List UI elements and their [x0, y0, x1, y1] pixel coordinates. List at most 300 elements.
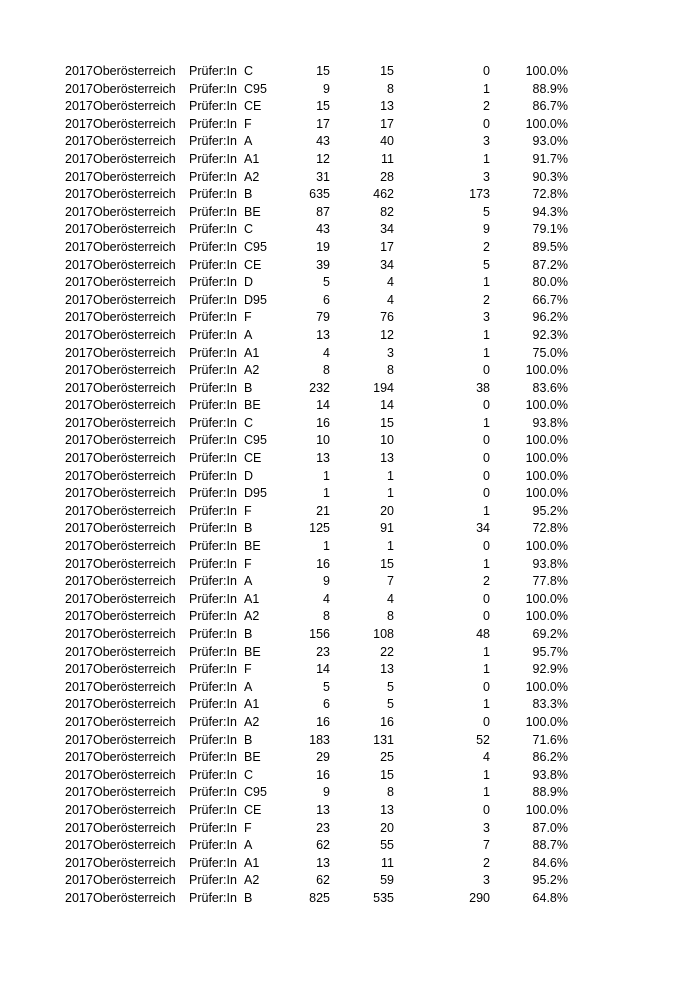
failed-count-cell: 0 [483, 398, 490, 413]
failed-count-cell: 1 [483, 785, 490, 800]
failed-count-cell: 1 [483, 556, 490, 571]
table-row [0, 239, 700, 257]
region-cell: Oberösterreich [93, 204, 176, 219]
pass-rate-cell: 100.0% [525, 433, 568, 448]
total-count-cell: 16 [316, 556, 330, 571]
table-row [0, 309, 700, 327]
license-class-cell: CE [244, 99, 262, 114]
failed-count-cell: 5 [483, 257, 490, 272]
pass-rate-cell: 69.2% [532, 627, 568, 641]
region-cell: Oberösterreich [93, 239, 176, 254]
total-count-cell: 8 [323, 609, 330, 624]
table-row [0, 591, 700, 609]
passed-count-cell: 194 [373, 380, 394, 395]
license-class-cell: D95 [244, 486, 267, 501]
failed-count-cell: 0 [483, 609, 490, 624]
region-cell: Oberösterreich [93, 750, 176, 765]
passed-count-cell: 13 [380, 99, 394, 114]
passed-count-cell: 4 [387, 275, 394, 290]
examiner-cell: Prüfer:In [189, 714, 237, 729]
failed-count-cell: 9 [483, 222, 490, 237]
region-cell: Oberösterreich [93, 275, 176, 290]
year-cell: 2017 [65, 662, 93, 677]
pass-rate-cell: 80.0% [532, 275, 568, 290]
year-cell: 2017 [65, 451, 93, 466]
license-class-cell: A1 [244, 697, 260, 712]
failed-count-cell: 173 [469, 187, 490, 202]
total-count-cell: 29 [316, 750, 330, 765]
license-class-cell: BE [244, 204, 261, 219]
pass-rate-cell: 88.7% [532, 838, 568, 853]
passed-count-cell: 76 [380, 310, 394, 325]
total-count-cell: 232 [309, 380, 330, 395]
year-cell: 2017 [65, 222, 93, 237]
passed-count-cell: 5 [387, 679, 394, 694]
region-cell: Oberösterreich [93, 151, 176, 166]
passed-count-cell: 20 [380, 820, 394, 835]
license-class-cell: BE [244, 398, 261, 413]
license-class-cell: C [244, 222, 254, 237]
license-class-cell: A1 [244, 591, 260, 606]
examiner-cell: Prüfer:In [189, 644, 237, 659]
examiner-cell: Prüfer:In [189, 609, 237, 624]
license-class-cell: C [244, 415, 254, 430]
passed-count-cell: 108 [373, 627, 394, 641]
failed-count-cell: 3 [483, 169, 490, 184]
examiner-cell: Prüfer:In [189, 838, 237, 853]
license-class-cell: C95 [244, 785, 267, 800]
failed-count-cell: 1 [483, 767, 490, 782]
license-class-cell: B [244, 890, 253, 905]
failed-count-cell: 0 [483, 433, 490, 448]
pass-rate-cell: 71.6% [532, 732, 568, 747]
examiner-cell: Prüfer:In [189, 556, 237, 571]
pass-rate-cell: 66.7% [532, 292, 568, 307]
examiner-cell: Prüfer:In [189, 81, 237, 96]
license-class-cell: B [244, 627, 253, 641]
pass-rate-cell: 64.8% [532, 890, 568, 905]
passed-count-cell: 1 [387, 468, 394, 483]
passed-count-cell: 13 [380, 451, 394, 466]
region-cell: Oberösterreich [93, 451, 176, 466]
examiner-cell: Prüfer:In [189, 539, 237, 554]
examiner-cell: Prüfer:In [189, 503, 237, 518]
total-count-cell: 12 [316, 151, 330, 166]
passed-count-cell: 12 [380, 327, 394, 342]
license-class-cell: B [244, 380, 253, 395]
total-count-cell: 19 [316, 239, 330, 254]
table-row [0, 432, 700, 450]
total-count-cell: 5 [323, 275, 330, 290]
total-count-cell: 17 [316, 116, 330, 131]
region-cell: Oberösterreich [93, 662, 176, 677]
table-row [0, 784, 700, 802]
table-row [0, 837, 700, 855]
examiner-cell: Prüfer:In [189, 310, 237, 325]
pass-rate-cell: 79.1% [532, 222, 568, 237]
failed-count-cell: 0 [483, 363, 490, 378]
pass-rate-cell: 93.0% [532, 134, 568, 149]
region-cell: Oberösterreich [93, 767, 176, 782]
total-count-cell: 1 [323, 486, 330, 501]
examiner-cell: Prüfer:In [189, 134, 237, 149]
failed-count-cell: 0 [483, 64, 490, 78]
total-count-cell: 156 [309, 627, 330, 641]
passed-count-cell: 13 [380, 662, 394, 677]
total-count-cell: 14 [316, 662, 330, 677]
year-cell: 2017 [65, 134, 93, 149]
pass-rate-cell: 100.0% [525, 363, 568, 378]
table-row [0, 608, 700, 626]
year-cell: 2017 [65, 81, 93, 96]
data-table [0, 63, 700, 908]
failed-count-cell: 1 [483, 151, 490, 166]
year-cell: 2017 [65, 363, 93, 378]
region-cell: Oberösterreich [93, 257, 176, 272]
region-cell: Oberösterreich [93, 292, 176, 307]
license-class-cell: BE [244, 644, 261, 659]
region-cell: Oberösterreich [93, 222, 176, 237]
table-row [0, 661, 700, 679]
passed-count-cell: 8 [387, 609, 394, 624]
total-count-cell: 15 [316, 99, 330, 114]
region-cell: Oberösterreich [93, 468, 176, 483]
table-row [0, 274, 700, 292]
total-count-cell: 5 [323, 679, 330, 694]
region-cell: Oberösterreich [93, 521, 176, 536]
region-cell: Oberösterreich [93, 820, 176, 835]
pass-rate-cell: 100.0% [525, 609, 568, 624]
year-cell: 2017 [65, 574, 93, 589]
pass-rate-cell: 72.8% [532, 521, 568, 536]
passed-count-cell: 40 [380, 134, 394, 149]
license-class-cell: A [244, 838, 253, 853]
region-cell: Oberösterreich [93, 732, 176, 747]
total-count-cell: 4 [323, 591, 330, 606]
table-row [0, 802, 700, 820]
pass-rate-cell: 88.9% [532, 81, 568, 96]
license-class-cell: F [244, 820, 252, 835]
passed-count-cell: 20 [380, 503, 394, 518]
total-count-cell: 23 [316, 644, 330, 659]
license-class-cell: A [244, 327, 253, 342]
total-count-cell: 825 [309, 890, 330, 905]
examiner-cell: Prüfer:In [189, 574, 237, 589]
region-cell: Oberösterreich [93, 380, 176, 395]
total-count-cell: 13 [316, 327, 330, 342]
total-count-cell: 183 [309, 732, 330, 747]
examiner-cell: Prüfer:In [189, 239, 237, 254]
examiner-cell: Prüfer:In [189, 116, 237, 131]
total-count-cell: 62 [316, 838, 330, 853]
region-cell: Oberösterreich [93, 116, 176, 131]
total-count-cell: 23 [316, 820, 330, 835]
license-class-cell: C [244, 767, 254, 782]
examiner-cell: Prüfer:In [189, 433, 237, 448]
year-cell: 2017 [65, 503, 93, 518]
pass-rate-cell: 87.0% [532, 820, 568, 835]
total-count-cell: 9 [323, 574, 330, 589]
pass-rate-cell: 90.3% [532, 169, 568, 184]
failed-count-cell: 2 [483, 855, 490, 870]
examiner-cell: Prüfer:In [189, 187, 237, 202]
license-class-cell: D [244, 468, 254, 483]
total-count-cell: 13 [316, 451, 330, 466]
failed-count-cell: 3 [483, 134, 490, 149]
total-count-cell: 10 [316, 433, 330, 448]
pass-rate-cell: 100.0% [525, 591, 568, 606]
pass-rate-cell: 94.3% [532, 204, 568, 219]
year-cell: 2017 [65, 169, 93, 184]
passed-count-cell: 11 [381, 151, 394, 166]
year-cell: 2017 [65, 380, 93, 395]
year-cell: 2017 [65, 257, 93, 272]
pass-rate-cell: 91.7% [532, 151, 568, 166]
table-row [0, 116, 700, 134]
total-count-cell: 13 [316, 855, 330, 870]
table-row [0, 767, 700, 785]
table-row [0, 520, 700, 538]
failed-count-cell: 1 [483, 345, 490, 360]
region-cell: Oberösterreich [93, 591, 176, 606]
year-cell: 2017 [65, 767, 93, 782]
examiner-cell: Prüfer:In [189, 451, 237, 466]
year-cell: 2017 [65, 116, 93, 131]
table-row [0, 63, 700, 81]
total-count-cell: 9 [323, 785, 330, 800]
failed-count-cell: 52 [476, 732, 490, 747]
pass-rate-cell: 100.0% [525, 451, 568, 466]
table-row [0, 732, 700, 750]
passed-count-cell: 59 [380, 873, 394, 888]
year-cell: 2017 [65, 838, 93, 853]
failed-count-cell: 2 [483, 292, 490, 307]
region-cell: Oberösterreich [93, 310, 176, 325]
passed-count-cell: 82 [380, 204, 394, 219]
region-cell: Oberösterreich [93, 398, 176, 413]
examiner-cell: Prüfer:In [189, 679, 237, 694]
region-cell: Oberösterreich [93, 539, 176, 554]
passed-count-cell: 13 [380, 802, 394, 817]
year-cell: 2017 [65, 521, 93, 536]
license-class-cell: F [244, 503, 252, 518]
pass-rate-cell: 86.7% [532, 99, 568, 114]
year-cell: 2017 [65, 486, 93, 501]
total-count-cell: 9 [323, 81, 330, 96]
failed-count-cell: 7 [483, 838, 490, 853]
failed-count-cell: 1 [483, 503, 490, 518]
failed-count-cell: 3 [483, 873, 490, 888]
passed-count-cell: 34 [380, 222, 394, 237]
failed-count-cell: 0 [483, 714, 490, 729]
failed-count-cell: 5 [483, 204, 490, 219]
region-cell: Oberösterreich [93, 679, 176, 694]
license-class-cell: F [244, 116, 252, 131]
passed-count-cell: 15 [380, 556, 394, 571]
passed-count-cell: 91 [380, 521, 394, 536]
failed-count-cell: 0 [483, 486, 490, 501]
pass-rate-cell: 83.6% [532, 380, 568, 395]
failed-count-cell: 4 [483, 750, 490, 765]
license-class-cell: CE [244, 451, 262, 466]
year-cell: 2017 [65, 239, 93, 254]
license-class-cell: C [244, 64, 254, 78]
license-class-cell: B [244, 732, 253, 747]
failed-count-cell: 0 [483, 802, 490, 817]
pass-rate-cell: 93.8% [532, 415, 568, 430]
region-cell: Oberösterreich [93, 99, 176, 114]
table-row [0, 292, 700, 310]
pass-rate-cell: 89.5% [532, 239, 568, 254]
region-cell: Oberösterreich [93, 433, 176, 448]
examiner-cell: Prüfer:In [189, 468, 237, 483]
table-row [0, 556, 700, 574]
pass-rate-cell: 92.3% [532, 327, 568, 342]
year-cell: 2017 [65, 556, 93, 571]
license-class-cell: C95 [244, 239, 267, 254]
region-cell: Oberösterreich [93, 64, 176, 78]
total-count-cell: 43 [316, 134, 330, 149]
region-cell: Oberösterreich [93, 574, 176, 589]
examiner-cell: Prüfer:In [189, 363, 237, 378]
passed-count-cell: 7 [387, 574, 394, 589]
table-row [0, 81, 700, 99]
examiner-cell: Prüfer:In [189, 627, 237, 641]
year-cell: 2017 [65, 785, 93, 800]
year-cell: 2017 [65, 679, 93, 694]
pass-rate-cell: 93.8% [532, 556, 568, 571]
year-cell: 2017 [65, 890, 93, 905]
region-cell: Oberösterreich [93, 81, 176, 96]
region-cell: Oberösterreich [93, 415, 176, 430]
examiner-cell: Prüfer:In [189, 890, 237, 905]
pass-rate-cell: 95.7% [532, 644, 568, 659]
passed-count-cell: 3 [387, 345, 394, 360]
license-class-cell: A [244, 679, 253, 694]
examiner-cell: Prüfer:In [189, 327, 237, 342]
year-cell: 2017 [65, 714, 93, 729]
passed-count-cell: 11 [381, 855, 394, 870]
passed-count-cell: 1 [387, 539, 394, 554]
passed-count-cell: 5 [387, 697, 394, 712]
license-class-cell: C95 [244, 81, 267, 96]
examiner-cell: Prüfer:In [189, 222, 237, 237]
total-count-cell: 87 [316, 204, 330, 219]
region-cell: Oberösterreich [93, 838, 176, 853]
examiner-cell: Prüfer:In [189, 873, 237, 888]
license-class-cell: CE [244, 257, 262, 272]
table-row [0, 696, 700, 714]
failed-count-cell: 2 [483, 574, 490, 589]
examiner-cell: Prüfer:In [189, 486, 237, 501]
examiner-cell: Prüfer:In [189, 697, 237, 712]
pass-rate-cell: 100.0% [525, 398, 568, 413]
license-class-cell: D95 [244, 292, 267, 307]
table-row [0, 204, 700, 222]
failed-count-cell: 0 [483, 591, 490, 606]
region-cell: Oberösterreich [93, 855, 176, 870]
failed-count-cell: 38 [476, 380, 490, 395]
license-class-cell: F [244, 556, 252, 571]
table-row [0, 714, 700, 732]
region-cell: Oberösterreich [93, 327, 176, 342]
total-count-cell: 16 [316, 714, 330, 729]
pass-rate-cell: 93.8% [532, 767, 568, 782]
table-row [0, 485, 700, 503]
table-row [0, 221, 700, 239]
table-row [0, 855, 700, 873]
year-cell: 2017 [65, 591, 93, 606]
total-count-cell: 635 [309, 187, 330, 202]
region-cell: Oberösterreich [93, 363, 176, 378]
total-count-cell: 79 [316, 310, 330, 325]
year-cell: 2017 [65, 802, 93, 817]
passed-count-cell: 10 [380, 433, 394, 448]
failed-count-cell: 1 [483, 415, 490, 430]
license-class-cell: A [244, 134, 253, 149]
pass-rate-cell: 92.9% [532, 662, 568, 677]
region-cell: Oberösterreich [93, 890, 176, 905]
examiner-cell: Prüfer:In [189, 785, 237, 800]
region-cell: Oberösterreich [93, 486, 176, 501]
year-cell: 2017 [65, 398, 93, 413]
total-count-cell: 62 [316, 873, 330, 888]
region-cell: Oberösterreich [93, 187, 176, 202]
table-row [0, 820, 700, 838]
license-class-cell: A1 [244, 855, 260, 870]
passed-count-cell: 22 [380, 644, 394, 659]
year-cell: 2017 [65, 433, 93, 448]
examiner-cell: Prüfer:In [189, 345, 237, 360]
region-cell: Oberösterreich [93, 627, 176, 641]
table-row [0, 362, 700, 380]
region-cell: Oberösterreich [93, 134, 176, 149]
total-count-cell: 125 [309, 521, 330, 536]
passed-count-cell: 131 [373, 732, 394, 747]
year-cell: 2017 [65, 204, 93, 219]
table-row [0, 573, 700, 591]
passed-count-cell: 17 [380, 239, 394, 254]
year-cell: 2017 [65, 151, 93, 166]
pass-rate-cell: 100.0% [525, 486, 568, 501]
passed-count-cell: 17 [380, 116, 394, 131]
examiner-cell: Prüfer:In [189, 591, 237, 606]
year-cell: 2017 [65, 64, 93, 78]
total-count-cell: 1 [323, 468, 330, 483]
failed-count-cell: 1 [483, 327, 490, 342]
examiner-cell: Prüfer:In [189, 380, 237, 395]
year-cell: 2017 [65, 345, 93, 360]
license-class-cell: A [244, 574, 253, 589]
examiner-cell: Prüfer:In [189, 398, 237, 413]
table-row [0, 98, 700, 116]
year-cell: 2017 [65, 750, 93, 765]
year-cell: 2017 [65, 644, 93, 659]
table-row [0, 345, 700, 363]
pass-rate-cell: 96.2% [532, 310, 568, 325]
passed-count-cell: 55 [380, 838, 394, 853]
year-cell: 2017 [65, 732, 93, 747]
total-count-cell: 39 [316, 257, 330, 272]
total-count-cell: 43 [316, 222, 330, 237]
year-cell: 2017 [65, 539, 93, 554]
failed-count-cell: 0 [483, 679, 490, 694]
pass-rate-cell: 100.0% [525, 116, 568, 131]
license-class-cell: D [244, 275, 254, 290]
failed-count-cell: 290 [469, 890, 490, 905]
region-cell: Oberösterreich [93, 169, 176, 184]
table-row [0, 450, 700, 468]
